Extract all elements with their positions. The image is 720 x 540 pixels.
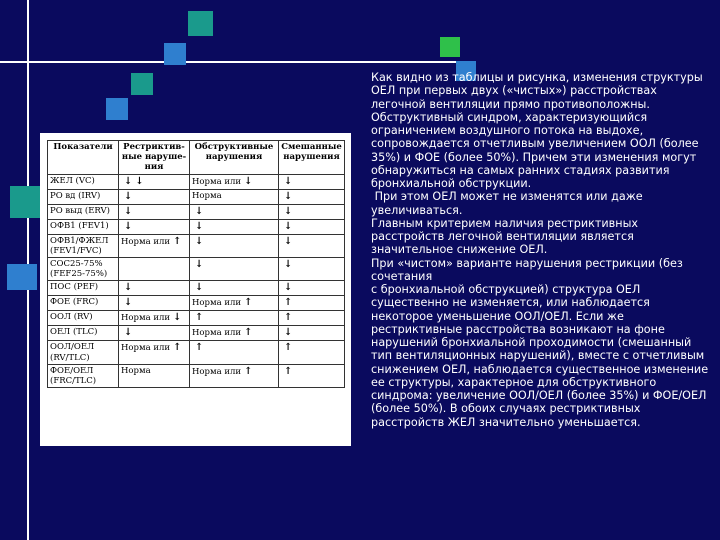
arrow-up-icon: ↑ <box>284 365 293 377</box>
arrow-down-icon: ↓ <box>124 327 133 339</box>
cell-indicator <box>48 311 119 326</box>
cell-indicator <box>48 364 119 387</box>
cell-obstructive <box>190 174 279 189</box>
cell-indicator <box>48 296 119 311</box>
cell-restrictive-text: Норма или <box>121 343 171 354</box>
ventilation-comparison-table <box>47 140 345 388</box>
cell-obstructive <box>190 189 279 204</box>
cell-obstructive <box>190 364 279 387</box>
arrow-down-icon: ↓ <box>124 205 133 217</box>
explanation-text <box>371 71 709 429</box>
paragraph: Как видно из таблицы и рисунка, изменения структуры ОЕЛ при первых двух («чистых») расстройствах легочной вентиляции прямо противоположны. <box>371 71 703 111</box>
cell-indicator-text: ПОС (PEF) <box>50 282 99 293</box>
cell-obstructive <box>190 296 279 311</box>
arrow-down-icon: ↓ <box>124 282 133 294</box>
cell-indicator <box>48 326 119 341</box>
cell-obstructive <box>190 311 279 326</box>
cell-mixed <box>279 364 345 387</box>
arrow-down-icon: ↓ <box>284 175 293 187</box>
cell-mixed <box>279 219 345 234</box>
table-row <box>48 281 345 296</box>
arrow-down-icon: ↓ <box>173 312 182 324</box>
table-row <box>48 257 345 280</box>
arrow-down-icon: ↓ <box>124 175 133 187</box>
cell-restrictive <box>119 189 190 204</box>
cell-mixed <box>279 189 345 204</box>
cell-mixed <box>279 174 345 189</box>
decor-square-blue <box>7 264 37 290</box>
cell-obstructive-text: Норма <box>192 190 222 201</box>
cell-mixed <box>279 311 345 326</box>
cell-obstructive <box>190 257 279 280</box>
cell-mixed <box>279 234 345 257</box>
cell-obstructive-text: Норма или <box>192 328 242 339</box>
cell-indicator-text: ЖЕЛ (VC) <box>50 175 95 186</box>
cell-indicator <box>48 219 119 234</box>
cell-restrictive <box>119 281 190 296</box>
cell-restrictive <box>119 257 190 280</box>
arrow-down-icon: ↓ <box>284 205 293 217</box>
cell-indicator <box>48 234 119 257</box>
decor-square-teal <box>188 11 213 36</box>
cell-indicator-text: ОФВ1 (FEV1) <box>50 220 109 231</box>
cell-restrictive <box>119 364 190 387</box>
table-row <box>48 219 345 234</box>
paragraph: При «чистом» варианте нарушения рестрикции (без сочетания <box>371 256 683 283</box>
cell-obstructive-text: Норма или <box>192 176 242 187</box>
table-row <box>48 296 345 311</box>
cell-indicator-text: ОЕЛ (TLC) <box>50 327 98 338</box>
cell-indicator-text: ОФВ1/ФЖЕЛ (FEV1/FVC) <box>50 235 109 256</box>
cell-indicator-text: ООЛ/ОЕЛ (RV/TLC) <box>50 342 95 363</box>
table-row <box>48 189 345 204</box>
cell-obstructive <box>190 234 279 257</box>
arrow-up-icon: ↑ <box>195 312 204 324</box>
cell-indicator <box>48 189 119 204</box>
cell-mixed <box>279 257 345 280</box>
cell-indicator-text: РО выд (ERV) <box>50 205 110 216</box>
table-row <box>48 311 345 326</box>
arrow-down-icon: ↓ <box>124 297 133 309</box>
arrow-down-icon: ↓ <box>124 220 133 232</box>
table-row <box>48 204 345 219</box>
arrow-up-icon: ↑ <box>195 342 204 354</box>
arrow-down-icon: ↓ <box>284 190 293 202</box>
header-obstructive: Обструктивные нарушения <box>190 141 279 175</box>
cell-obstructive-text: Норма или <box>192 298 242 309</box>
arrow-down-icon: ↓ <box>284 258 293 270</box>
cell-restrictive <box>119 219 190 234</box>
cell-indicator-text: РО вд (IRV) <box>50 190 101 201</box>
cell-indicator <box>48 281 119 296</box>
arrow-down-icon: ↓ <box>284 220 293 232</box>
arrow-up-icon: ↑ <box>244 327 253 339</box>
cell-obstructive <box>190 219 279 234</box>
arrow-up-icon: ↑ <box>173 235 182 247</box>
cell-restrictive <box>119 311 190 326</box>
cell-indicator <box>48 341 119 364</box>
paragraph: Обструктивный синдром, характеризующийся ограничением воздушного потока на выдохе, сопровождается отчетливым увеличением ООЛ (более 35%) и ФОЕ (более 50%). Причем эти изменения могут обнаружиться на самых ранних стадиях развития бронхиальной обструкции. <box>371 110 699 190</box>
arrow-up-icon: ↑ <box>244 297 253 309</box>
arrow-down-icon: ↓ <box>195 258 204 270</box>
arrow-down-icon: ↓ <box>135 175 144 187</box>
cell-indicator <box>48 204 119 219</box>
cell-mixed <box>279 281 345 296</box>
decor-square-blue <box>164 43 186 65</box>
cell-indicator-text: ООЛ (RV) <box>50 312 93 323</box>
table-header-row <box>48 141 345 175</box>
cell-restrictive <box>119 234 190 257</box>
arrow-down-icon: ↓ <box>124 190 133 202</box>
paragraph: При этом ОЕЛ может не изменятся или даже увеличиваться. <box>371 190 647 217</box>
cell-obstructive <box>190 281 279 296</box>
cell-restrictive-text: Норма <box>121 365 151 376</box>
table-row <box>48 341 345 364</box>
cell-restrictive <box>119 326 190 341</box>
decor-square-teal <box>10 186 42 218</box>
ventilation-table-panel <box>40 133 351 446</box>
header-restrictive: Рестриктив-ные наруше-ния <box>119 141 190 175</box>
decor-square-teal <box>131 73 153 95</box>
cell-restrictive-text: Норма или <box>121 236 171 247</box>
cell-restrictive <box>119 204 190 219</box>
table-row <box>48 364 345 387</box>
cell-indicator-text: ФОЕ (FRC) <box>50 297 99 308</box>
table-row <box>48 326 345 341</box>
table-row <box>48 234 345 257</box>
decor-square-blue <box>106 98 128 120</box>
table-row <box>48 174 345 189</box>
header-mixed: Смешанные нарушения <box>279 141 345 175</box>
header-indicators: Показатели <box>48 141 119 175</box>
paragraph: Главным критерием наличия рестриктивных расстройств легочной вентиляции является значительное снижение ОЕЛ. <box>371 216 639 257</box>
arrow-up-icon: ↑ <box>284 297 293 309</box>
arrow-down-icon: ↓ <box>195 205 204 217</box>
cell-obstructive <box>190 341 279 364</box>
cell-mixed <box>279 341 345 364</box>
cell-obstructive <box>190 326 279 341</box>
arrow-down-icon: ↓ <box>195 282 204 294</box>
arrow-down-icon: ↓ <box>284 235 293 247</box>
cell-obstructive-text: Норма или <box>192 366 242 377</box>
cell-restrictive <box>119 174 190 189</box>
cell-indicator-text: СОС25-75% (FEF25-75%) <box>50 258 108 280</box>
cell-mixed <box>279 296 345 311</box>
decor-line-top <box>0 61 468 63</box>
arrow-down-icon: ↓ <box>284 282 293 294</box>
decor-square-green <box>440 37 460 57</box>
paragraph: с бронхиальной обструкцией) структура ОЕЛ существенно не изменяется, или наблюдается некоторое уменьшение ООЛ/ОЕЛ. Если же рестриктивные расстройства возникают на фоне нарушений бронхиальной проходимости (смешанный тип вентиляционных нарушений), вместе с отчетливым снижением ОЕЛ, наблюдается существенное изменение ее структуры, характерное для обструктивного синдрома: увеличение ООЛ/ОЕЛ (более 35%) и ФОЕ/ОЕЛ (более 50%). В обоих случаях рестриктивных расстройств ЖЕЛ значительно уменьшается. <box>371 283 709 429</box>
arrow-up-icon: ↑ <box>284 312 293 324</box>
arrow-down-icon: ↓ <box>195 220 204 232</box>
arrow-up-icon: ↑ <box>244 365 253 377</box>
cell-obstructive <box>190 204 279 219</box>
cell-restrictive <box>119 341 190 364</box>
cell-indicator-text: ФОЕ/ОЕЛ (FRC/TLC) <box>50 365 97 386</box>
arrow-up-icon: ↑ <box>284 342 293 354</box>
table-body <box>48 174 345 388</box>
cell-restrictive-text: Норма или <box>121 313 171 324</box>
cell-mixed <box>279 204 345 219</box>
arrow-down-icon: ↓ <box>244 175 253 187</box>
cell-indicator <box>48 257 119 280</box>
arrow-down-icon: ↓ <box>284 327 293 339</box>
cell-mixed <box>279 326 345 341</box>
cell-indicator <box>48 174 119 189</box>
cell-restrictive <box>119 296 190 311</box>
arrow-up-icon: ↑ <box>173 342 182 354</box>
arrow-down-icon: ↓ <box>195 235 204 247</box>
